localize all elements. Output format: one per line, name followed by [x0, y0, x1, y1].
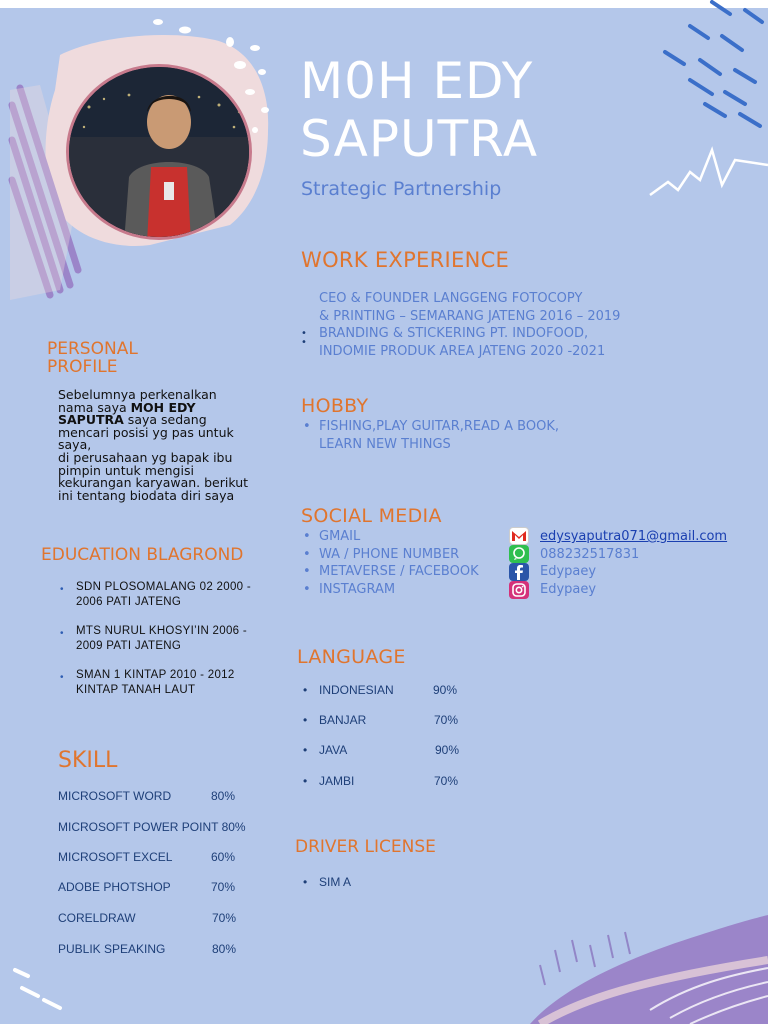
instagram-icon: [509, 581, 529, 599]
social-label-gmail: • GMAIL: [301, 528, 479, 546]
hobby-list: [301, 418, 559, 453]
personal-profile-title: PERSONAL PROFILE: [47, 339, 138, 377]
language-title: LANGUAGE: [297, 646, 406, 668]
hobby-title: HOBBY: [301, 395, 369, 417]
instagram-handle: Edypaey: [540, 581, 597, 597]
profile-photo: [66, 64, 252, 240]
education-title: EDUCATION BLAGROND: [41, 545, 244, 565]
driver-license-title: DRIVER LICENSE: [295, 837, 436, 857]
work-item-2: BRANDING & STICKERING PT. INDOFOOD, INDOMIE PRODUK AREA JATENG 2020 -2021: [319, 326, 606, 359]
skill-row: MICROSOFT POWER POINT 80%: [58, 820, 246, 834]
social-values: [540, 528, 727, 598]
hobby-item: • FISHING,PLAY GUITAR,READ A BOOK, LEARN NEW THINGS: [301, 418, 559, 453]
skill-percent: 70%: [211, 880, 236, 894]
work-item-1: CEO & FOUNDER LANGGENG FOTOCOPY & PRINTING – SEMARANG JATENG 2016 – 2019: [319, 291, 621, 324]
full-name: [300, 52, 538, 168]
social-media-title: SOCIAL MEDIA: [301, 505, 442, 527]
skill-percent: 80%: [212, 942, 237, 956]
social-label-instagram: • INSTAGRAM: [301, 581, 479, 599]
education-list: [58, 580, 268, 712]
phone-number: 088232517831: [540, 546, 640, 562]
skill-row: ADOBE PHOTSHOP: [58, 880, 171, 894]
work-bullets: • •: [301, 328, 307, 348]
social-label-facebook: • METAVERSE / FACEBOOK: [301, 563, 479, 581]
skill-row: CORELDRAW: [58, 911, 136, 925]
gmail-link[interactable]: edysyaputra071@gmail.com: [540, 529, 728, 544]
profile-text: Sebelumnya perkenalkan nama saya MOH EDY SAPUTRA saya sedang mencari posisi yg pas untuk saya, di perusahaan yg bapak ibu pimpin untuk mengisi kekurangan karyawan. berikut ini tentang biodata diri saya: [58, 387, 249, 503]
education-item: • SDN PLOSOMALANG 02 2000 - 2006 PATI JATENG: [58, 580, 268, 610]
facebook-handle: Edypaey: [540, 564, 597, 579]
skill-percent: 60%: [211, 850, 236, 864]
work-experience-title: WORK EXPERIENCE: [301, 248, 510, 272]
skill-row: MICROSOFT WORD: [58, 789, 172, 803]
social-list: [301, 528, 479, 598]
job-role: Strategic Partnership: [301, 178, 502, 200]
skill-row: PUBLIK SPEAKING: [58, 942, 166, 956]
gmail-icon: [509, 527, 529, 545]
skill-percent: 80%: [211, 789, 236, 803]
education-item: • MTS NURUL KHOSYI’IN 2006 - 2009 PATI JATENG: [58, 624, 268, 654]
name-line-1: M0H EDY: [300, 52, 534, 110]
skill-row: MICROSOFT EXCEL: [58, 850, 173, 864]
skill-percent: 70%: [212, 911, 237, 925]
resume-page: M0H EDY SAPUTRA Strategic Partnership WORK EXPERIENCE CEO & FOUNDER LANGGENG FOTOCOPY & PRINTING – SEMARANG JATENG 2016 – 2019 • • BRANDING & STICKERING PT. INDOFOOD, INDOMIE PRODUK AREA JATENG 2020 -2021 HOBBY • FISHING,PLAY GUITAR,READ A BOOK, LEARN NEW THINGS SOCIAL MEDIA • GMAIL • WA / PHONE NUMBER • METAVERSE / FACEBOOK • INSTAGRAM edysyaputra071@gmail.com 088232517831 Edypaey Edypaey LANGUAGE • INDONESIAN 90% • BANJAR 70% • JAVA 90% • JAMBI 70% DRIVER LICENSE • SIM A PERSONAL PROFILE Sebelumnya perkenalkan nama saya MOH EDY SAPUTRA saya sedang mencari posisi yg pas untuk saya, di perusahaan yg bapak ibu pimpin untuk mengisi kekurangan karyawan. berikut ini tentang biodata diri saya EDUCATION BLAGROND • SDN PLOSOMALANG 02 2000 - 2006 PATI JATENG • MTS NURUL KHOSYI’IN 2006 - 2009 PATI JATENG • SMAN 1 KINTAP 2010 - 2012 KINTAP TANAH LAUT SKILL MICROSOFT WORD 80% MICROSOFT POWER POINT 80% MICROSOFT EXCEL 60% ADOBE PHOTSHOP 70% CORELDRAW 70% PUBLIK SPEAKING 80%: [0, 0, 768, 1024]
education-item: • SMAN 1 KINTAP 2010 - 2012 KINTAP TANAH LAUT: [58, 668, 268, 698]
facebook-icon: [509, 563, 529, 581]
skill-title: SKILL: [58, 748, 118, 773]
social-label-wa: • WA / PHONE NUMBER: [301, 546, 479, 564]
whatsapp-icon: [509, 545, 529, 563]
name-line-2: SAPUTRA: [300, 110, 539, 168]
